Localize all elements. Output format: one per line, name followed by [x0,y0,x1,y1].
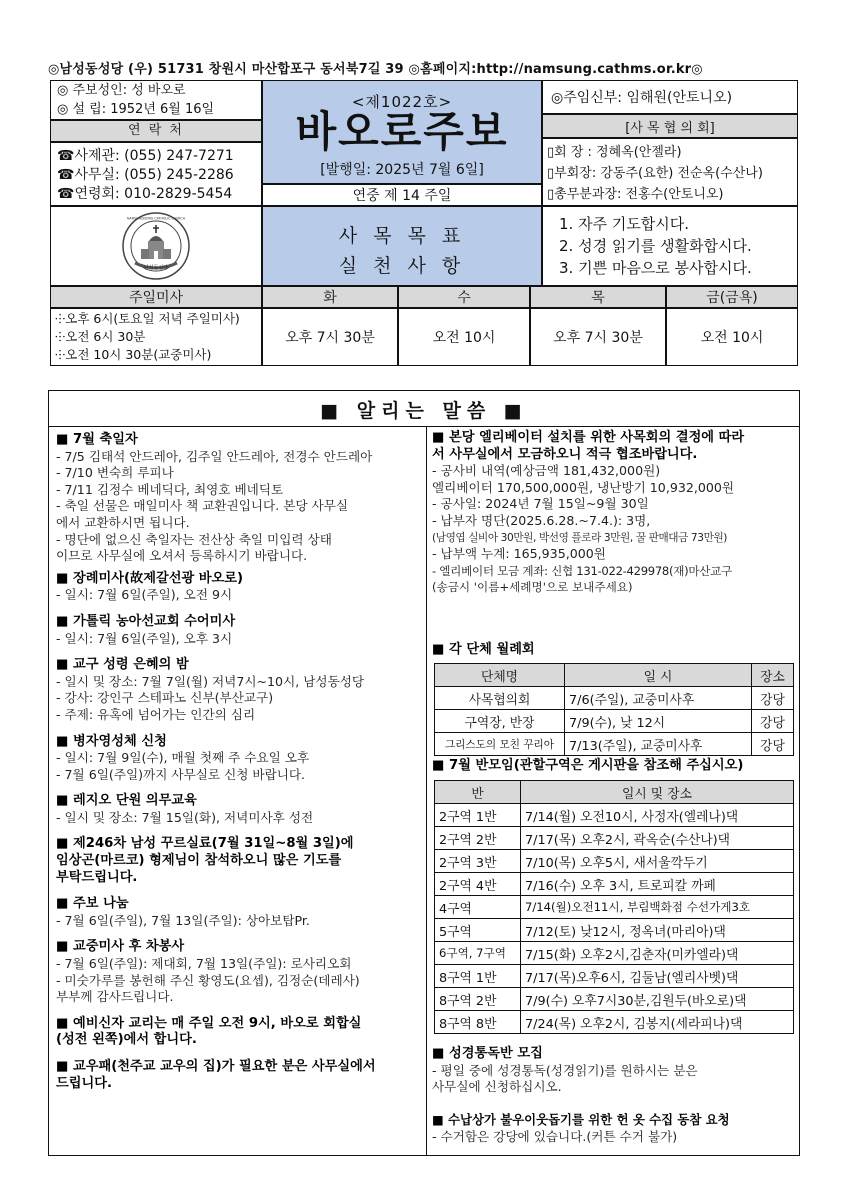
fri-mass-time: 오전 10시 [666,308,798,366]
sunday-mass-3: ⸭오전 10시 30분(교중미사) [55,347,212,362]
priest-box [542,80,798,114]
phone-office: ☎사무실: (055) 245-2286 [57,167,234,183]
patron-box [50,80,262,120]
notice-spirit-night: ■ 교구 성령 은혜의 밤 - 일시 및 장소: 7월 7일(월) 저녁7시~10시, 남성동성당 - 강사: 강인구 스테파노 신부(부산교구) - 주제: 유혹에 넘어가는 인간의 심리 [56,657,365,722]
table-row: 2구역 1반 7/14(월) 오전10시, 사정자(엘레나)댁 [435,804,794,827]
phone-rectory: ☎사제관: (055) 247-7271 [57,148,234,164]
mass-header-fri: 금(금욕) [666,286,798,308]
table-row: 8구역 2반 7/9(수) 오후7시30분,김원두(바오로)댁 [435,988,794,1011]
notice-funeral: ■ 장례미사(故제갈선광 바오로) - 일시: 7월 6일(주일), 오전 9시 [56,570,244,603]
masthead-box [262,80,542,184]
table-row: 2구역 3반 7/10(목) 오후5시, 새서울깍두기 [435,850,794,873]
notice-sign-mass: ■ 가톨릭 농아선교회 수어미사 - 일시: 7월 6일(주일), 오후 3시 [56,613,236,646]
phone-box [50,142,262,206]
council-box [542,138,798,206]
issue-date: [발행일: 2025년 7월 6일] [320,162,484,178]
notice-bulletin-sharing: ■ 주보 나눔 - 7월 6일(주일), 7월 13일(주일): 상아보탑Pr. [56,896,310,928]
phone-funeral: ☎연령회: 010-2829-5454 [57,186,233,202]
table-row: 8구역 8반 7/24(목) 오후2시, 김봉지(세라피나)댁 [435,1011,794,1034]
patron-text: ◎ 주보성인: 성 바오로 [57,83,186,98]
logo-ring-text: NAMSUNGDONG CATHOLIC CHURCH [127,216,185,221]
left-column [56,432,422,1092]
tue-mass-time: 오후 7시 30분 [262,308,398,366]
mass-header-tue: 화 [262,286,398,308]
logo-box [50,206,262,286]
council-president: ▯회 장 : 정혜옥(안젤라) [547,145,682,160]
table-row: 단체명 일 시 장소 [435,664,794,687]
table-row: 8구역 1반 7/17(목)오후6시, 김둘남(엘리사벳)댁 [435,965,794,988]
bible-notice: ■ 성경통독반 모집 - 평일 중에 성경통독(성경읽기)를 원하시는 분은 사무실에 신청하십시오. [432,1046,698,1095]
notice-tea-service: ■ 교중미사 후 차봉사 - 7월 6일(주일): 제대회, 7월 13일(주일): 로사리오회 - 미숫가루를 봉헌해 주신 황영도(요셉), 김정순(데레사) 부부께 감사드립니다. [56,939,360,1005]
table-row: 6구역, 7구역 7/15(화) 오후2시,김춘자(미카엘라)댁 [435,942,794,965]
issue-number: <제1022호> [351,93,453,111]
priest-name: ◎주임신부: 임해원(안토니오) [551,90,733,106]
goals-label-2: 실 천 사 항 [338,255,466,277]
goal-item-3: 3. 기쁜 마음으로 봉사합시다. [559,259,752,277]
council-secretary: ▯총무분과장: 전홍수(안토니오) [547,187,724,202]
logo-text: 남성동성당 [143,265,169,271]
goal-item-2: 2. 성경 읽기를 생활화합시다. [559,237,752,255]
notice-cursillo: ■ 제246차 남성 꾸르실료(7월 31일~8월 3일)에 임상곤(마르코) 형제님이 참석하오니 많은 기도를 부탁드립니다. [56,836,354,885]
liturgical-week: 연중 제 14 주일 [262,184,542,206]
notice-family-plaque: ■ 교우패(천주교 교우의 집)가 필요한 분은 사무실에서 드립니다. [56,1059,376,1091]
goals-list [542,206,798,286]
clothes-notice: ■ 수납상가 불우이웃돕기를 위한 헌 옷 수집 동참 요청 - 수거함은 강당에 있습니다.(커튼 수거 불가) [432,1112,730,1144]
ban-meeting-table [434,780,794,1034]
church-logo-icon [121,211,191,281]
address-line: ◎남성동성당 (우) 51731 창원시 마산합포구 동서북7길 39 ◎홈페이지:http://namsung.cathms.or.kr◎ [48,62,703,77]
notice-sick-communion: ■ 병자영성체 신청 - 일시: 7월 9일(수), 매월 첫째 주 수요일 오후 - 7월 6일(주일)까지 사무실로 신청 바랍니다. [56,733,310,782]
notice-catechumen: ■ 예비신자 교리는 매 주일 오전 9시, 바오로 회합실 (성전 왼쪽)에서 합니다. [56,1015,362,1048]
table-row: 2구역 4반 7/16(수) 오후 3시, 트로피칼 까페 [435,873,794,896]
notice-title: ■ 알리는 말씀 ■ [320,399,528,422]
table-row: 5구역 7/12(토) 낮12시, 정옥녀(마리아)댁 [435,919,794,942]
table-row: 구역장, 반장 7/9(수), 낮 12시 강당 [435,710,794,733]
founded-text: ◎ 설 립: 1952년 6월 16일 [57,102,215,117]
elevator-notice: ■ 본당 엘리베이터 설치를 위한 사목회의 결정에 따라 서 사무실에서 모금하오니 적극 협조바랍니다. - 공사비 내역(예상금액 181,432,000원) 엘리베이터 170,500,000원, 냉난방기 10,932,000원 - 공사일: 2024년 7월 15일~9월 30일 - 납부자 명단(2025.6.28.~7.4.): 3명, (남영엽 실비아 30만원, 박선영 플로라 3만원, 꿀 판매대금 73만원) - 납부액 누계: 165,935,000원 - 엘리베이터 모금 계좌: 신협 131-022-429978(재)마산교구 (송금시 '이름+세례명'으로 보내주세요) [432,430,745,595]
notice-title-divider [48,426,800,427]
goal-item-1: 1. 자주 기도합시다. [559,215,690,233]
wed-mass-time: 오전 10시 [398,308,530,366]
sunday-mass-times [50,308,262,366]
column-divider [426,426,427,1156]
table-row: 4구역 7/14(월)오전11시, 부림백화점 수선가게3호 [435,896,794,919]
goals-label-box [262,206,542,286]
table-row: 2구역 2반 7/17(목) 오후2시, 곽옥순(수산나)댁 [435,827,794,850]
council-label: [사 목 협 의 회] [542,114,798,138]
thu-mass-time: 오후 7시 30분 [530,308,666,366]
goals-label-1: 사 목 목 표 [338,225,466,247]
bulletin-title: 바오로주보 [295,107,509,156]
table-row: 사목협의회 7/6(주일), 교중미사후 강당 [435,687,794,710]
council-vice: ▯부회장: 강동주(요한) 전순옥(수산나) [547,166,763,181]
mass-header-thu: 목 [530,286,666,308]
mass-header-sunday: 주일미사 [50,286,262,308]
group-meeting-heading: ■ 각 단체 월례회 [432,642,535,657]
table-row: 그리스도의 모친 꾸리아 7/13(주일), 교중미사후 강당 [435,733,794,756]
table-row: 반 일시 및 장소 [435,781,794,804]
contact-label: 연 락 처 [50,120,262,142]
notice-legio: ■ 레지오 단원 의무교육 - 일시 및 장소: 7월 15일(화), 저녁미사후 성전 [56,793,314,825]
notice-feastdays: ■ 7월 축일자 - 7/5 김태석 안드레아, 김주일 안드레아, 전경수 안드레아 - 7/10 변숙희 루피나 - 7/11 김정수 베네딕다, 최영호 베네딕토 - 축일 선물은 매일미사 책 교환권입니다. 본당 사무실 에서 교환하시면 됩니다. - 명단에 없으신 축일자는 전산상 축일 미입력 상태 이므로 사무실에 오셔서 등록하시기 바랍니다. [56,432,373,564]
sunday-mass-2: ⸭오전 6시 30분 [55,329,146,344]
group-meeting-table [434,663,794,756]
sunday-mass-1: ⸭오후 6시(토요일 저녁 주일미사) [55,311,240,326]
mass-header-wed: 수 [398,286,530,308]
ban-meeting-heading: ■ 7월 반모임(관할구역은 게시판을 참조해 주십시오) [432,758,744,773]
